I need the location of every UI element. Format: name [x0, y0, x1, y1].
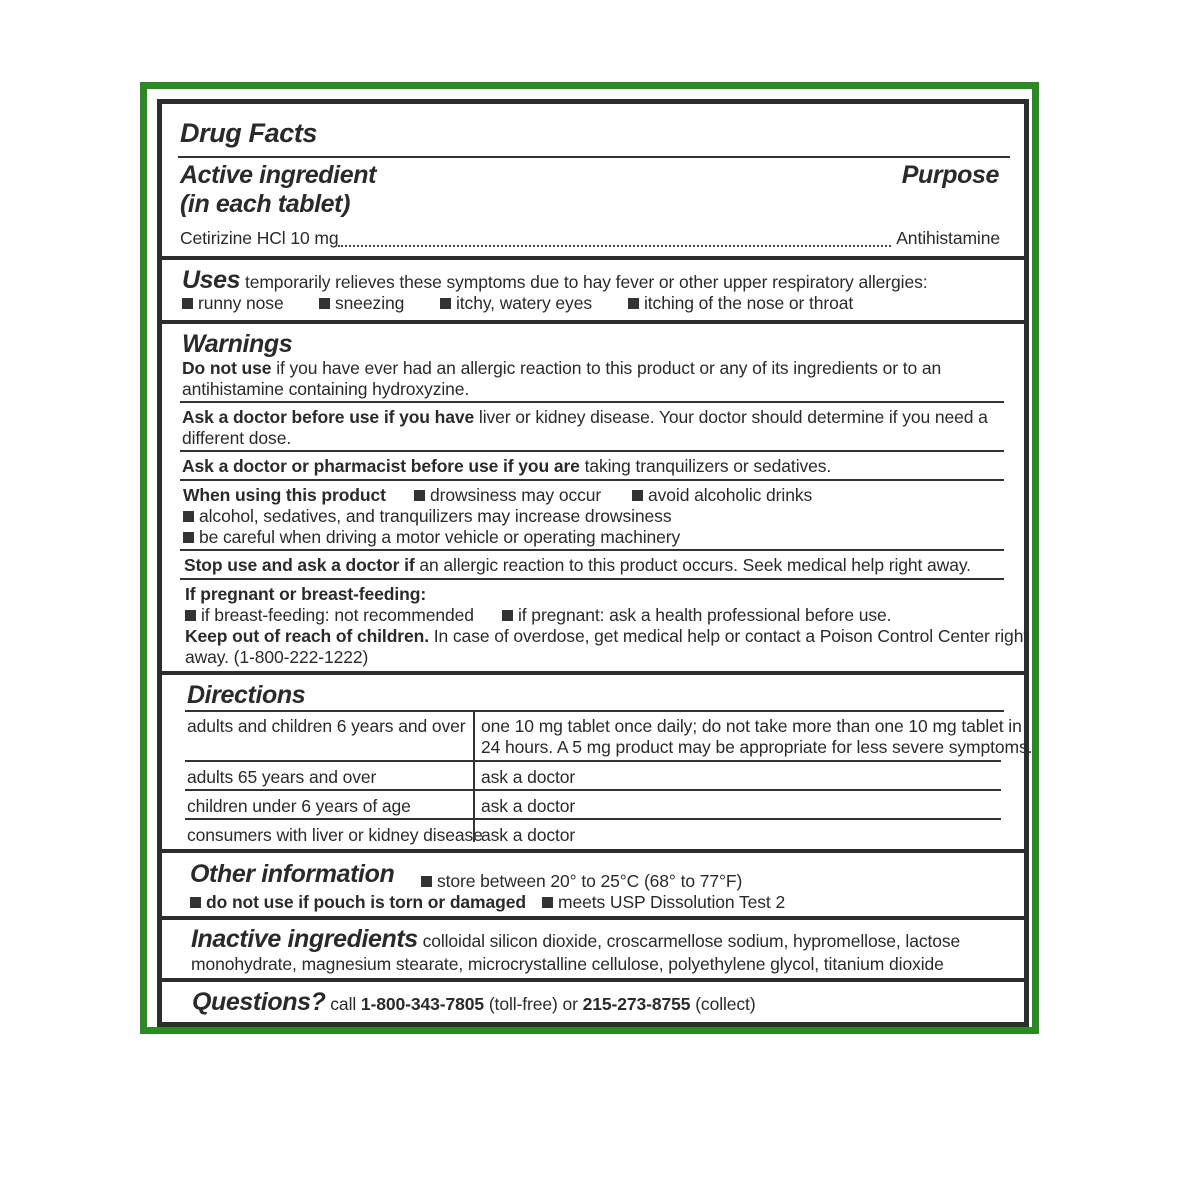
pregnant-line: If pregnant or breast-feeding:	[185, 584, 427, 604]
ask-pharmacist-line: Ask a doctor or pharmacist before use if you are taking tranquilizers or sedatives.	[182, 456, 832, 476]
warnings-rule	[180, 450, 1004, 452]
section-divider	[162, 916, 1024, 920]
bullet-icon	[542, 897, 553, 908]
uses-item: runny nose	[182, 293, 284, 314]
active-ingredient-subheading: (in each tablet)	[180, 190, 351, 218]
warnings-rule	[180, 549, 1004, 551]
directions-what: 24 hours. A 5 mg product may be appropriate for less severe symptoms.	[481, 737, 1033, 757]
section-divider	[162, 256, 1024, 260]
other-info-item: store between 20° to 25°C (68° to 77°F)	[421, 871, 742, 892]
active-ingredient-heading: Active ingredient	[180, 161, 377, 189]
when-using-item: drowsiness may occur	[414, 485, 601, 506]
other-info-item: meets USP Dissolution Test 2	[542, 892, 785, 913]
inactive-line: Inactive ingredients colloidal silicon dioxide, croscarmellose sodium, hypromellose, lactose	[191, 925, 961, 953]
section-divider	[162, 671, 1024, 675]
bullet-icon	[502, 610, 513, 621]
uses-item: sneezing	[319, 293, 404, 314]
bullet-icon	[632, 490, 643, 501]
purpose-heading: Purpose	[901, 161, 999, 189]
bullet-icon	[185, 610, 196, 621]
directions-column-divider	[473, 710, 475, 842]
directions-what: ask a doctor	[481, 767, 576, 787]
uses-heading: Uses	[182, 266, 241, 294]
warnings-rule	[180, 578, 1004, 580]
toll-free-phone: 1-800-343-7805	[360, 994, 485, 1014]
bullet-icon	[319, 298, 330, 309]
directions-who: consumers with liver or kidney disease	[187, 825, 483, 845]
do-not-use-line-2: antihistamine containing hydroxyzine.	[182, 379, 470, 399]
directions-row-rule	[185, 818, 1001, 820]
warnings-rule	[180, 401, 1004, 403]
section-divider	[162, 320, 1024, 324]
directions-row-rule	[185, 760, 1001, 762]
collect-phone: 215-273-8755	[582, 994, 691, 1014]
bullet-icon	[183, 532, 194, 543]
when-using-item: avoid alcoholic drinks	[632, 485, 812, 506]
uses-text: temporarily relieves these symptoms due to hay fever or other upper respiratory allergies:	[244, 272, 928, 292]
do-not-use-line: Do not use if you have ever had an allergic reaction to this product or any of its ingredients or to an	[182, 358, 942, 378]
ingredient-purpose: Antihistamine	[896, 228, 1000, 248]
warnings-rule	[180, 479, 1004, 481]
stop-use-line: Stop use and ask a doctor if an allergic reaction to this product occurs. Seek medical help right away.	[184, 555, 971, 575]
bullet-icon	[414, 490, 425, 501]
directions-row-rule	[185, 789, 1001, 791]
questions-heading: Questions?	[192, 988, 326, 1016]
directions-what: ask a doctor	[481, 796, 576, 816]
directions-heading: Directions	[187, 681, 306, 709]
bullet-icon	[183, 511, 194, 522]
questions-line: Questions? call 1-800-343-7805 (toll-free) or 215-273-8755 (collect)	[192, 988, 756, 1016]
directions-who: adults and children 6 years and over	[187, 716, 466, 736]
bullet-icon	[628, 298, 639, 309]
directions-what: one 10 mg tablet once daily; do not take more than one 10 mg tablet in	[481, 716, 1022, 736]
when-using-item: alcohol, sedatives, and tranquilizers may increase drowsiness	[183, 506, 671, 527]
directions-what: ask a doctor	[481, 825, 576, 845]
drug-facts-title: Drug Facts	[180, 118, 318, 148]
when-using-item: be careful when driving a motor vehicle or operating machinery	[183, 527, 680, 548]
directions-table-top	[185, 710, 1004, 712]
inactive-line-2: monohydrate, magnesium stearate, microcrystalline cellulose, polyethylene glycol, titanium dioxide	[191, 954, 944, 974]
when-using-line: When using this product	[183, 485, 386, 505]
title-rule	[178, 156, 1010, 158]
bullet-icon	[190, 897, 201, 908]
warnings-heading: Warnings	[182, 330, 293, 358]
directions-who: children under 6 years of age	[187, 796, 411, 816]
inactive-heading: Inactive ingredients	[191, 925, 418, 953]
other-info-heading: Other information	[190, 860, 395, 888]
drug-facts-panel	[157, 99, 1033, 1027]
ask-doctor-line-2: different dose.	[182, 428, 292, 448]
other-info-item: do not use if pouch is torn or damaged	[190, 892, 526, 913]
ask-doctor-line: Ask a doctor before use if you have liver or kidney disease. Your doctor should determine if you need a	[182, 407, 988, 427]
uses-item: itching of the nose or throat	[628, 293, 853, 314]
uses-line	[182, 266, 928, 294]
directions-who: adults 65 years and over	[187, 767, 377, 787]
keep-out-line: Keep out of reach of children. In case of overdose, get medical help or contact a Poison Control Center right	[185, 626, 1029, 646]
uses-item: itchy, watery eyes	[440, 293, 592, 314]
keep-out-line-2: away. (1-800-222-1222)	[185, 647, 369, 667]
section-divider	[162, 849, 1024, 853]
bullet-icon	[421, 876, 432, 887]
bullet-icon	[182, 298, 193, 309]
pregnant-item: if pregnant: ask a health professional before use.	[502, 605, 891, 626]
leader-dots	[338, 245, 891, 247]
pregnant-item: if breast-feeding: not recommended	[185, 605, 474, 626]
ingredient-name: Cetirizine HCl 10 mg	[180, 228, 339, 248]
bullet-icon	[440, 298, 451, 309]
section-divider	[162, 978, 1024, 982]
